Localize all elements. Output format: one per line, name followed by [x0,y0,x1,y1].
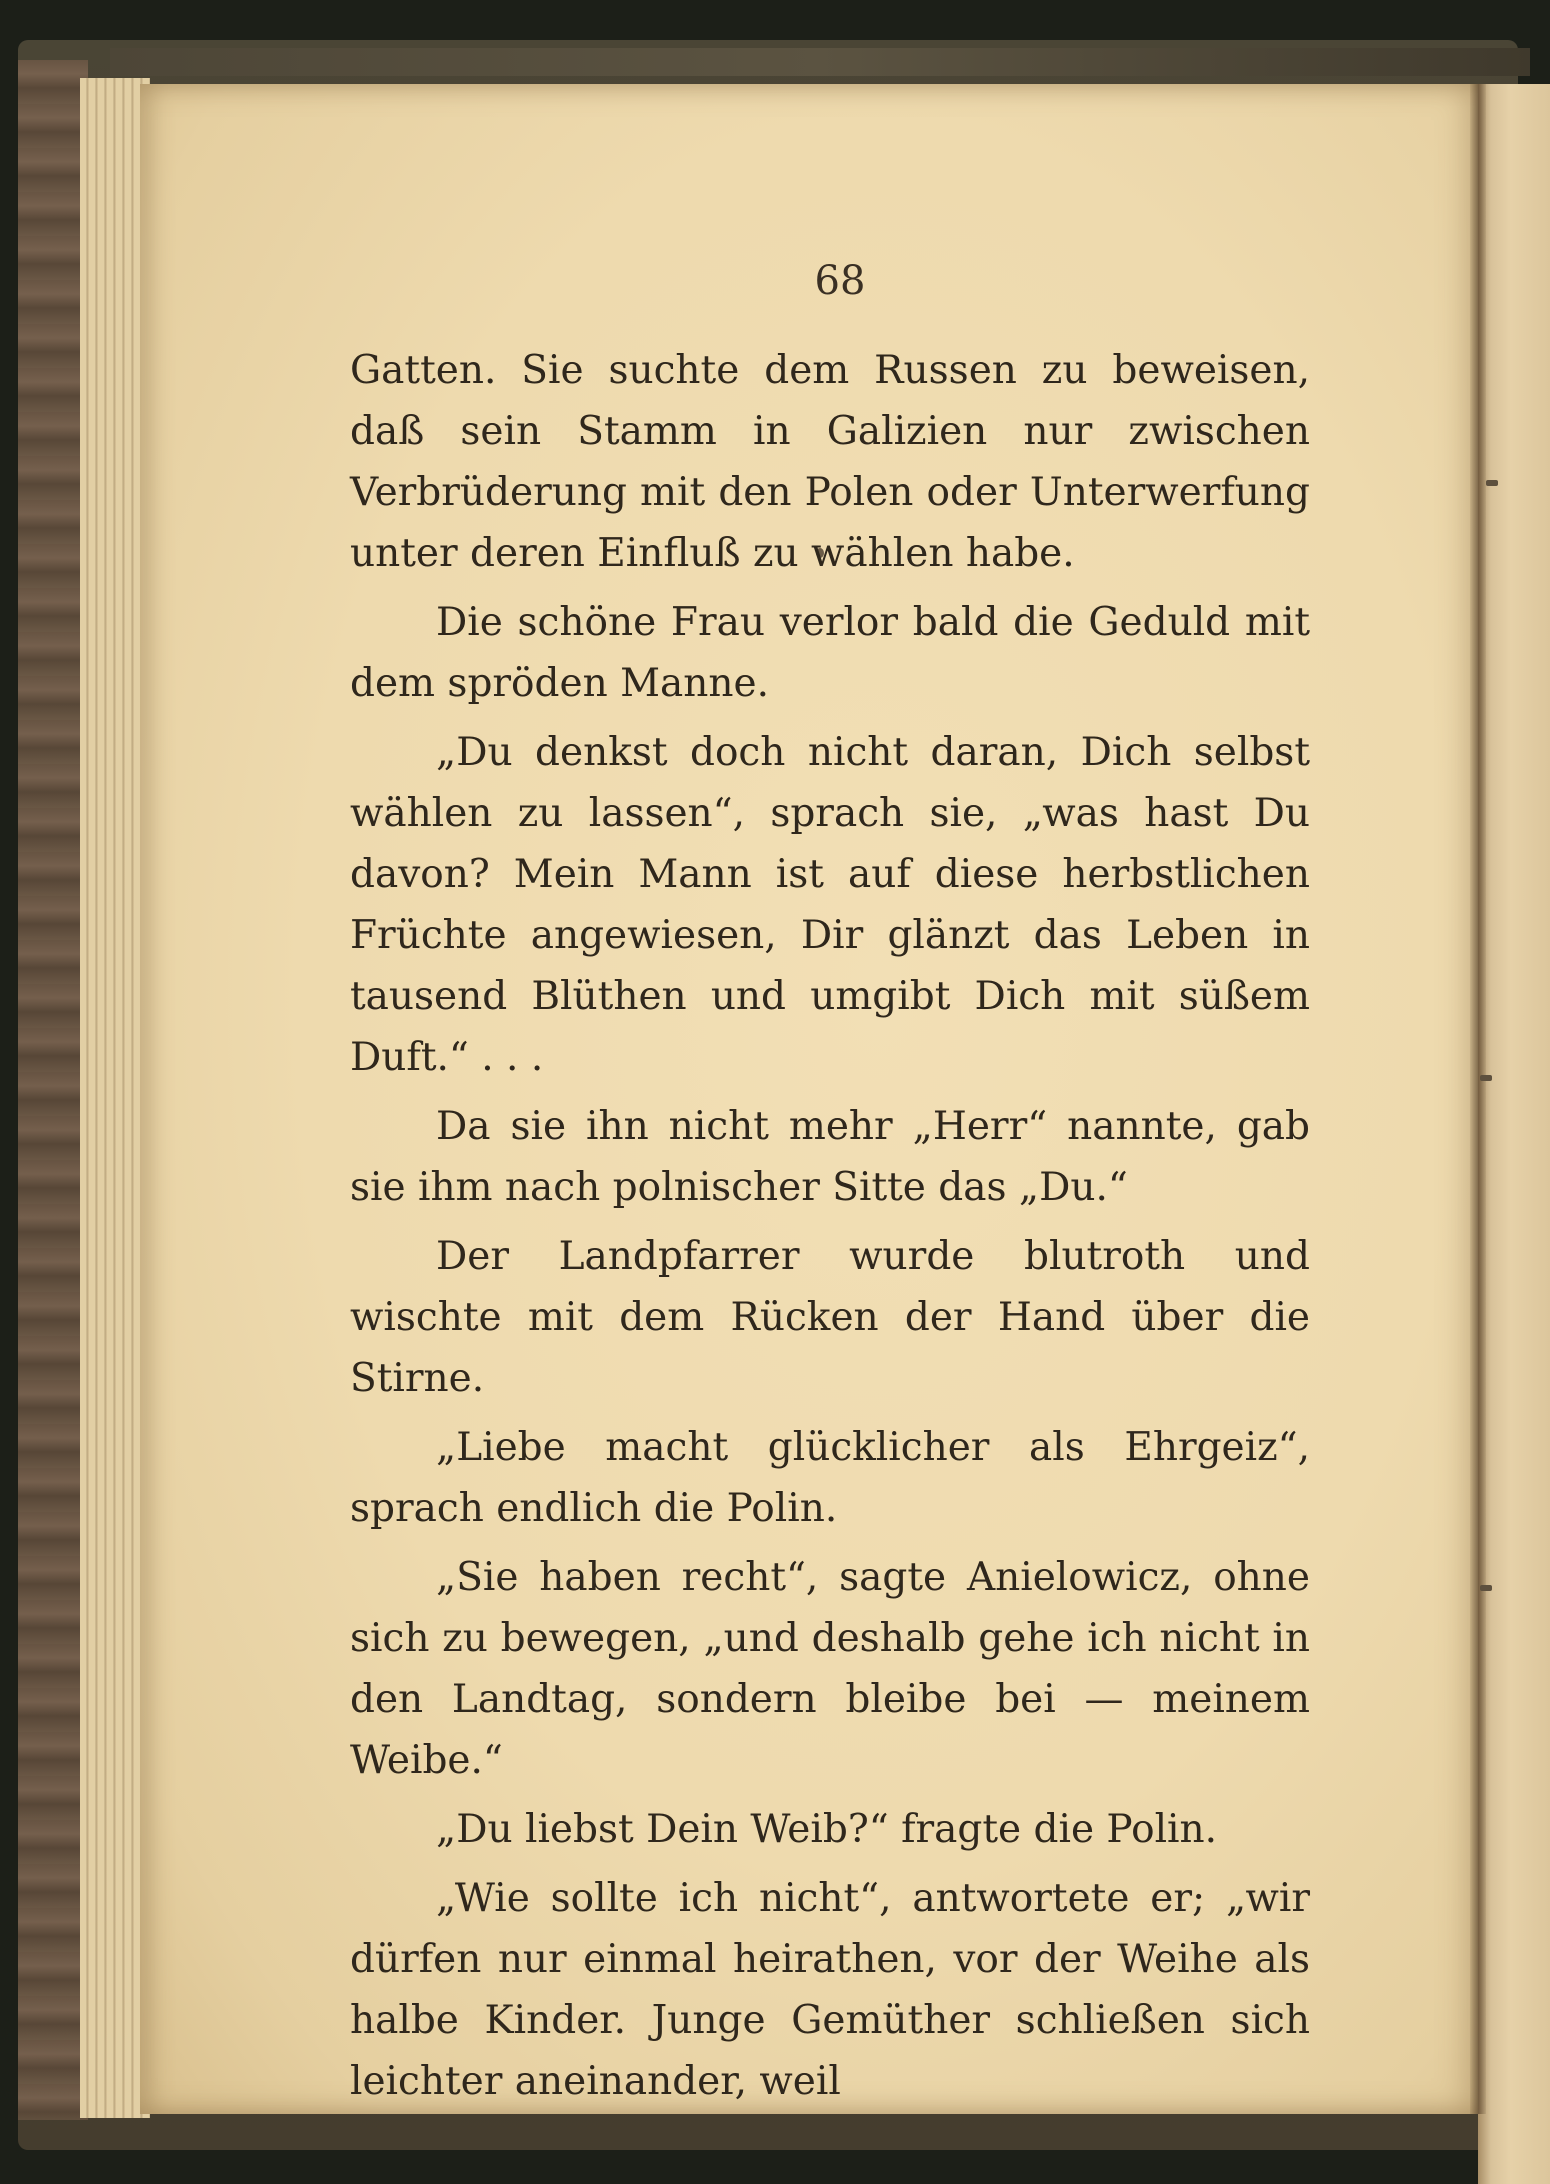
paragraph: Gatten. Sie suchte dem Russen zu beweisen, daß sein Stamm in Galizien nur zwischen Verbrüderung mit den Polen oder Unterwerfung unter deren Einfluß zu wählen habe. [350,348,1310,576]
paragraph: „Liebe macht glücklicher als Ehrgeiz“, sprach endlich die Polin. [350,1425,1310,1531]
page-body-text [350,340,1310,2120]
cover-top-edge [110,48,1530,76]
paragraph: „Wie sollte ich nicht“, antwortete er; „wir dürfen nur einmal heirathen, vor der Weihe als halbe Kinder. Junge Gemüther schließen sich leichter aneinander, weil [350,1876,1310,2104]
binding-thread [1480,1585,1492,1591]
page-number: 68 [814,258,866,304]
paragraph: „Du denkst doch nicht daran, Dich selbst wählen zu lassen“, sprach sie, „was hast Du davon? Mein Mann ist auf diese herbstlichen Früchte angewiesen, Dir glänzt das Leben in tausend Blüthen und umgibt Dich mit süßem Duft.“ . . . [350,730,1310,1080]
paragraph: „Du liebst Dein Weib?“ fragte die Polin. [436,1807,1218,1852]
paragraph: Da sie ihn nicht mehr „Herr“ nannte, gab sie ihm nach polnischer Sitte das „Du.“ [350,1104,1310,1210]
binding-thread [1480,1075,1492,1081]
book-spine [18,60,88,2120]
facing-page-edge [1478,84,1550,2184]
paragraph: „Sie haben recht“, sagte Anielowicz, ohne sich zu bewegen, „und deshalb gehe ich nicht in den Landtag, sondern bleibe bei — meinem Weibe.“ [350,1555,1310,1783]
gutter-shadow [1470,84,1486,2114]
paragraph: Die schöne Frau verlor bald die Geduld mit dem spröden Manne. [350,600,1310,706]
binding-thread [1486,480,1498,486]
paragraph: Der Landpfarrer wurde blutroth und wischte mit dem Rücken der Hand über die Stirne. [350,1234,1310,1401]
